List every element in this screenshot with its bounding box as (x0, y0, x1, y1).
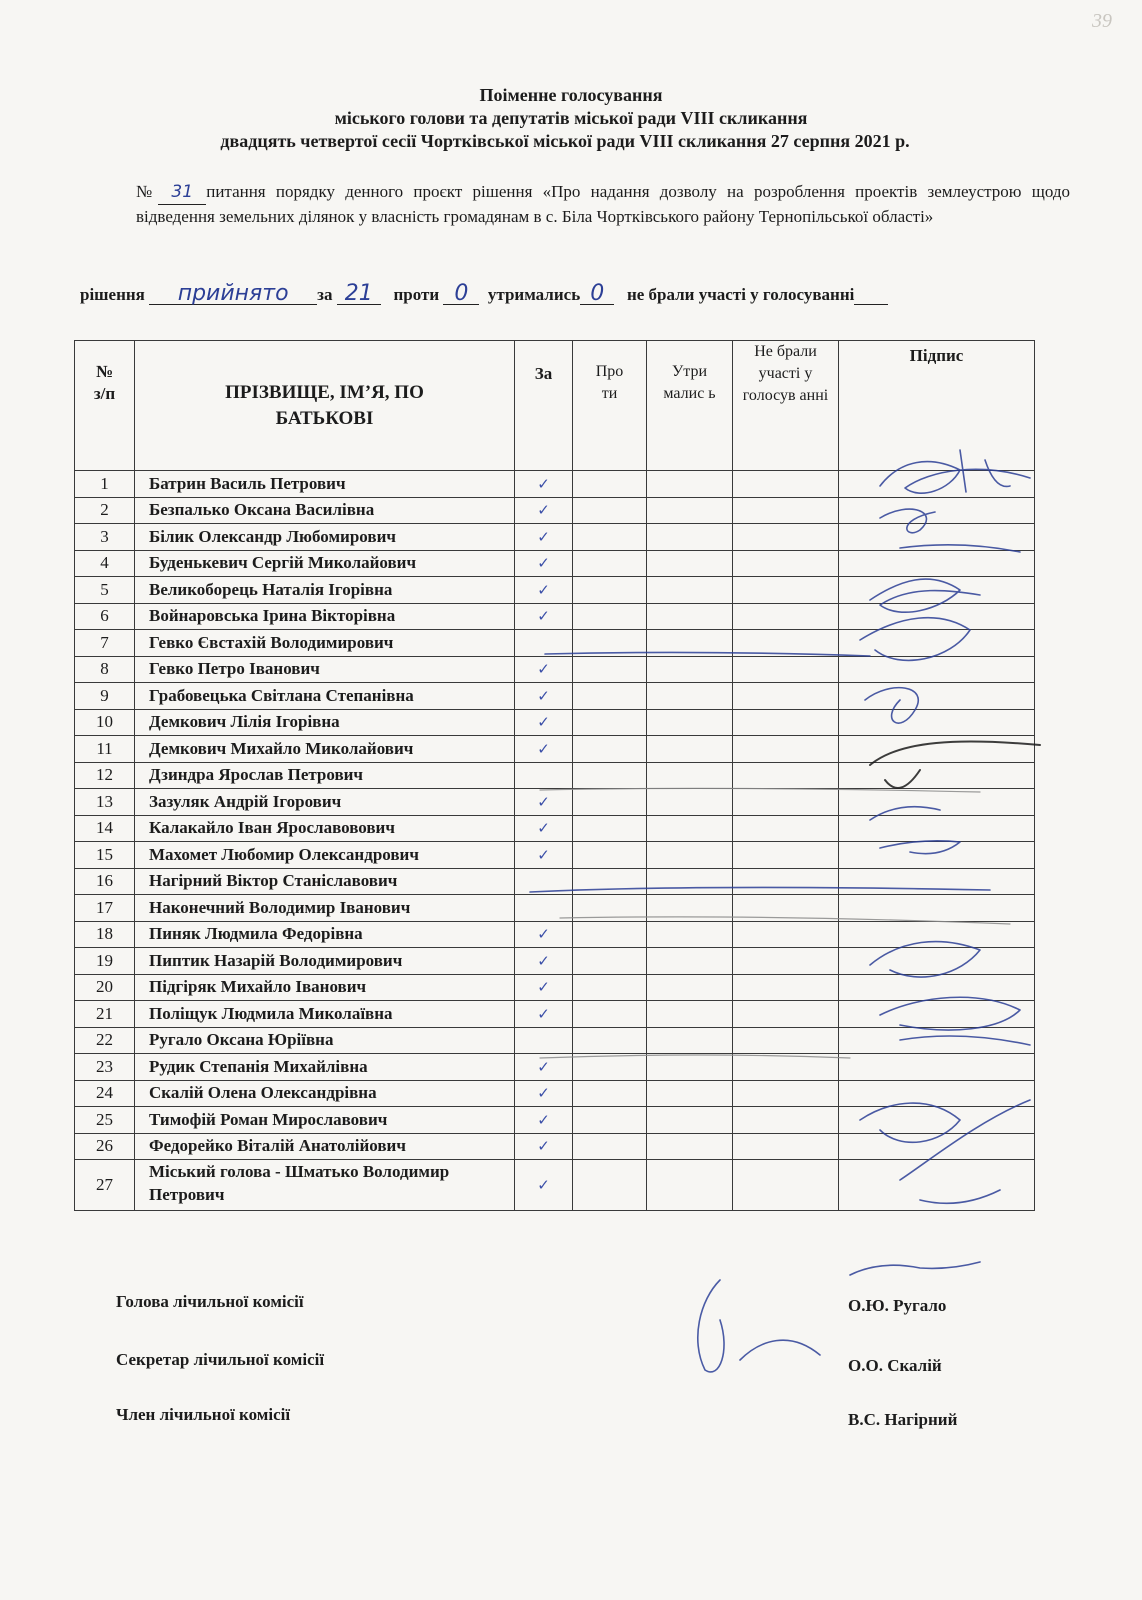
deputy-name: Нагірний Віктор Станіславович (135, 868, 515, 895)
vote-for-mark: ✓ (515, 656, 573, 683)
vote-for-mark: ✓ (515, 1133, 573, 1160)
vote-for-mark: ✓ (515, 789, 573, 816)
deputy-name: Поліщук Людмила Миколаївна (135, 1001, 515, 1028)
row-number: 13 (75, 789, 135, 816)
agenda-prefix: № (136, 182, 159, 201)
row-number: 25 (75, 1107, 135, 1134)
chair-name: О.Ю. Ругало (848, 1296, 947, 1315)
vote-for-mark: ✓ (515, 524, 573, 551)
deputy-name: Наконечний Володимир Іванович (135, 895, 515, 922)
header-subtitle: міського голови та депутатів міської ради VIII скликання (334, 108, 808, 128)
vote-for-mark: ✓ (515, 683, 573, 710)
deputy-name: Ругало Оксана Юріївна (135, 1027, 515, 1054)
vote-for-mark: ✓ (515, 1001, 573, 1028)
vote-for-mark: ✓ (515, 1160, 573, 1211)
member-name: В.С. Нагірний (848, 1410, 958, 1429)
vote-for-mark: ✓ (515, 577, 573, 604)
col-header-for: За (515, 341, 573, 471)
row-number: 15 (75, 842, 135, 869)
decision-result: прийнято (149, 284, 317, 305)
deputy-name: Демкович Лілія Ігорівна (135, 709, 515, 736)
deputy-name: Скалій Олена Олександрівна (135, 1080, 515, 1107)
deputy-name: Буденькевич Сергій Миколайович (135, 550, 515, 577)
row-number: 22 (75, 1027, 135, 1054)
row-number: 10 (75, 709, 135, 736)
row-number: 27 (75, 1160, 135, 1211)
deputy-name: Білик Олександр Любомирович (135, 524, 515, 551)
page-number: 39 (1092, 10, 1112, 32)
deputy-name: Тимофій Роман Мирославович (135, 1107, 515, 1134)
row-number: 9 (75, 683, 135, 710)
deputy-name: Пиняк Людмила Федорівна (135, 921, 515, 948)
deputy-name: Демкович Михайло Миколайович (135, 736, 515, 763)
row-number: 4 (75, 550, 135, 577)
row-number: 5 (75, 577, 135, 604)
row-number: 3 (75, 524, 135, 551)
row-number: 7 (75, 630, 135, 657)
header-session: двадцять четвертої сесії Чортківської міської ради VIII скликання 27 серпня 2021 р. (220, 131, 910, 151)
agenda-text: питання порядку денного проєкт рішення «Про надання дозволу на розроблення проектів землеустрою щодо відведення земельних ділянок у власність громадянам в с. Біла Чортківського району Тернопільської області» (136, 182, 1070, 226)
deputy-name: Гевко Петро Іванович (135, 656, 515, 683)
deputy-name: Калакайло Іван Ярославовович (135, 815, 515, 842)
row-number: 17 (75, 895, 135, 922)
vote-for-mark: ✓ (515, 842, 573, 869)
not-participated-label: не брали участі у голосуванні (626, 285, 855, 304)
deputy-name: Безпалько Оксана Василівна (135, 497, 515, 524)
col-header-number: № з/п (75, 341, 135, 471)
row-number: 1 (75, 471, 135, 498)
row-number: 20 (75, 974, 135, 1001)
deputy-name: Дзиндра Ярослав Петрович (135, 762, 515, 789)
vote-for-mark: ✓ (515, 921, 573, 948)
for-label: за (317, 285, 333, 304)
header-title: Поіменне голосування (479, 85, 663, 105)
deputy-name: Міський голова - Шматько Володимир Петрович (135, 1160, 515, 1211)
vote-for-mark: ✓ (515, 815, 573, 842)
vote-for-mark: ✓ (515, 1054, 573, 1081)
against-label: проти (393, 285, 440, 304)
row-number: 11 (75, 736, 135, 763)
deputy-name: Великоборець Наталія Ігорівна (135, 577, 515, 604)
for-count: 21 (337, 284, 381, 305)
row-number: 21 (75, 1001, 135, 1028)
vote-for-mark: ✓ (515, 948, 573, 975)
row-number: 12 (75, 762, 135, 789)
decision-label: рішення (80, 285, 145, 304)
col-header-signature: Підпис (839, 341, 1035, 471)
row-number: 8 (75, 656, 135, 683)
row-number: 2 (75, 497, 135, 524)
row-number: 26 (75, 1133, 135, 1160)
deputy-name: Пиптик Назарій Володимирович (135, 948, 515, 975)
abstained-count: 0 (580, 284, 614, 305)
abstained-label: утримались (487, 285, 581, 304)
vote-for-mark: ✓ (515, 709, 573, 736)
row-number: 16 (75, 868, 135, 895)
deputy-name: Підгіряк Михайло Іванович (135, 974, 515, 1001)
row-number: 24 (75, 1080, 135, 1107)
col-header-not-participated: Не брали участі у голосув анні (733, 341, 839, 471)
row-number: 6 (75, 603, 135, 630)
deputy-name: Зазуляк Андрій Ігорович (135, 789, 515, 816)
vote-for-mark: ✓ (515, 497, 573, 524)
deputy-name: Батрин Василь Петрович (135, 471, 515, 498)
vote-for-mark: ✓ (515, 550, 573, 577)
deputy-name: Гевко Євстахій Володимирович (135, 630, 515, 657)
vote-for-mark: ✓ (515, 974, 573, 1001)
vote-for-mark: ✓ (515, 471, 573, 498)
agenda-number-handwritten: 31 (158, 181, 206, 205)
col-header-name: ПРІЗВИЩЕ, ІМ’Я, ПО БАТЬКОВІ (135, 341, 515, 471)
secretary-name: О.О. Скалій (848, 1356, 942, 1375)
deputy-name: Войнаровська Ірина Вікторівна (135, 603, 515, 630)
deputy-name: Рудик Степанія Михайлівна (135, 1054, 515, 1081)
vote-for-mark: ✓ (515, 736, 573, 763)
member-role: Член лічильної комісії (116, 1405, 291, 1424)
vote-for-mark: ✓ (515, 1080, 573, 1107)
chair-role: Голова лічильної комісії (116, 1292, 304, 1311)
deputy-name: Федорейко Віталій Анатолійович (135, 1133, 515, 1160)
row-number: 18 (75, 921, 135, 948)
vote-for-mark: ✓ (515, 1107, 573, 1134)
vote-for-mark: ✓ (515, 603, 573, 630)
row-number: 23 (75, 1054, 135, 1081)
deputy-name: Грабовецька Світлана Степанівна (135, 683, 515, 710)
deputy-name: Махомет Любомир Олександрович (135, 842, 515, 869)
col-header-abstained: Утри малис ь (647, 341, 733, 471)
against-count: 0 (443, 284, 479, 305)
col-header-against: Про ти (573, 341, 647, 471)
row-number: 14 (75, 815, 135, 842)
row-number: 19 (75, 948, 135, 975)
secretary-role: Секретар лічильної комісії (116, 1350, 325, 1369)
